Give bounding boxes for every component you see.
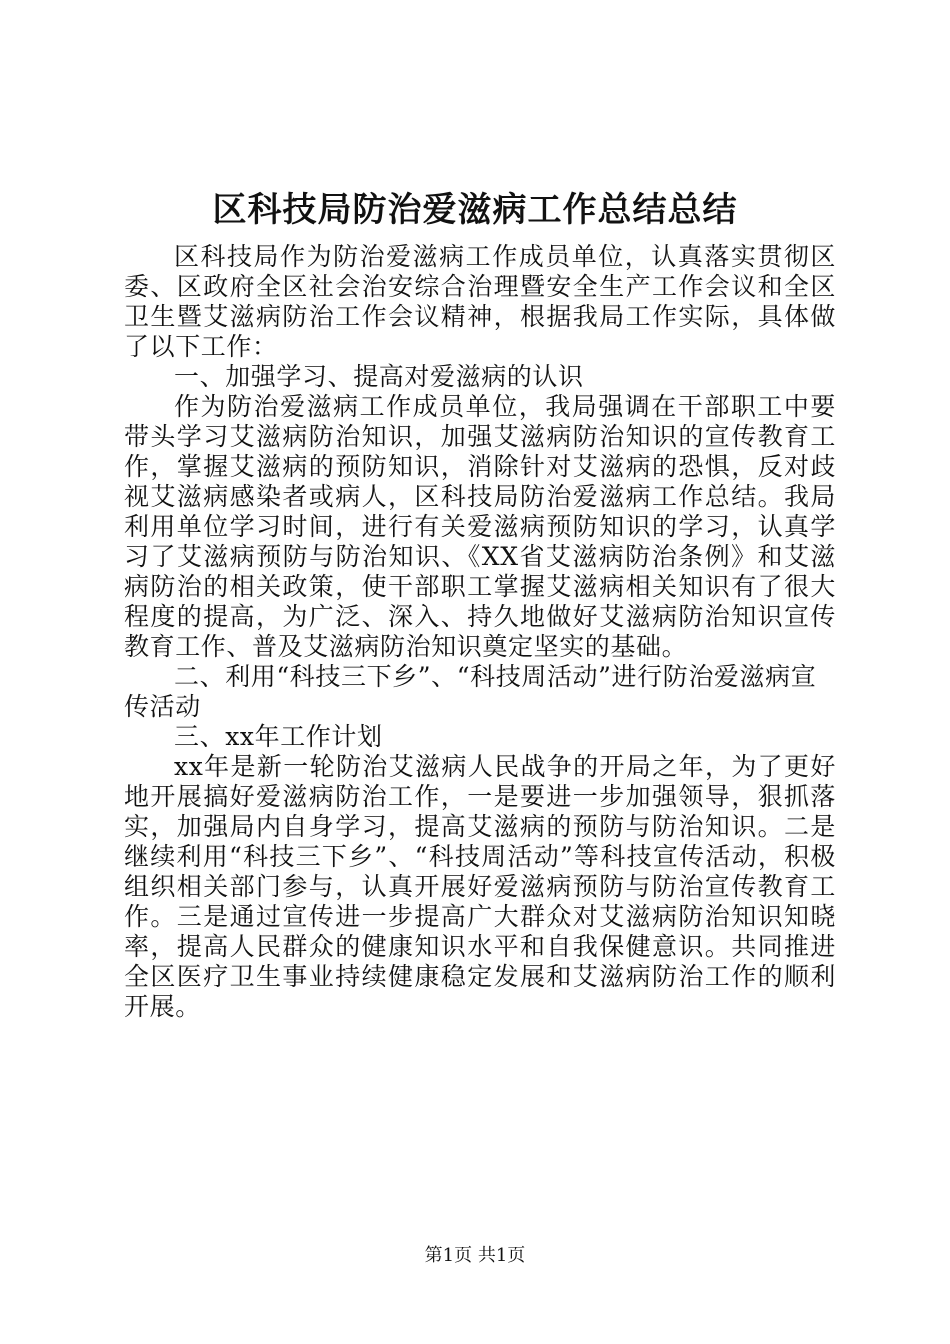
- section-3-paragraph: xx年是新一轮防治艾滋病人民战争的开局之年，为了更好地开展搞好爱滋病防治工作，一是要进一步加强领导，狠抓落实，加强局内自身学习，提高艾滋病的预防与防治知识。二是继续利用“科技三下乡”、“科技周活动”等科技宣传活动，积极组织相关部门参与，认真开展好爱滋病预防与防治宣传教育工作。三是通过宣传进一步提高广大群众对艾滋病防治知识知晓率，提高人民群众的健康知识水平和自我保健意识。共同推进全区医疗卫生事业持续健康稳定发展和艾滋病防治工作的顺利开展。: [124, 752, 836, 1021]
- section-heading-2: 二、利用“科技三下乡”、“科技周活动”进行防治爱滋病宣传活动: [124, 662, 817, 721]
- document-body: [124, 242, 836, 1022]
- document-title: 区科技局防治爱滋病工作总结总结: [212, 190, 738, 230]
- page-number-footer: 第1页 共1页: [424, 1245, 526, 1266]
- section-heading-1: 一、加强学习、提高对爱滋病的认识: [174, 362, 584, 391]
- intro-paragraph: 区科技局作为防治爱滋病工作成员单位，认真落实贯彻区委、区政府全区社会治安综合治理暨安全生产工作会议和全区卫生暨艾滋病防治工作会议精神，根据我局工作实际，具体做了以下工作：: [124, 242, 836, 361]
- section-1-paragraph: 作为防治爱滋病工作成员单位，我局强调在干部职工中要带头学习艾滋病防治知识，加强艾滋病防治知识的宣传教育工作，掌握艾滋病的预防知识，消除针对艾滋病的恐惧，反对歧视艾滋病感染者或病人，区科技局防治爱滋病工作总结。我局利用单位学习时间，进行有关爱滋病预防知识的学习，认真学习了艾滋病预防与防治知识、《XX省艾滋病防治条例》和艾滋病防治的相关政策，使干部职工掌握艾滋病相关知识有了很大程度的提高，为广泛、深入、持久地做好艾滋病防治知识宣传教育工作、普及艾滋病防治知识奠定坚实的基础。: [124, 392, 836, 661]
- section-heading-3: 三、xx年工作计划: [174, 722, 383, 751]
